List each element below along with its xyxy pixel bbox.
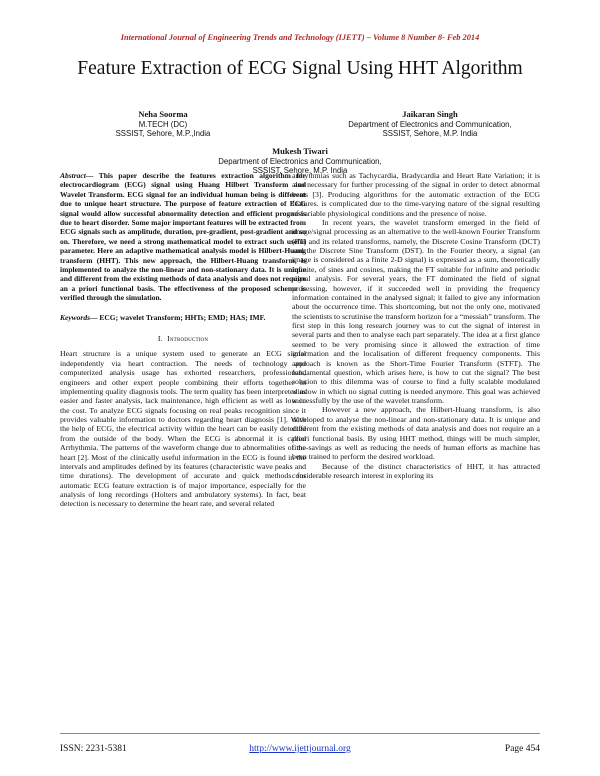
abstract [60,171,306,303]
journal-header: International Journal of Engineering Trends and Technology (IJETT) – Volume 8 Number 8- Feb 2014 [120,33,480,42]
abstract-lead: Abstract [60,171,86,180]
left-column [60,171,306,509]
author-affiliation: SSSIST, Sehore, M.P. India [252,166,348,176]
section-number: I. [157,334,163,344]
author-affiliation: M.TECH (DC) [138,119,188,129]
author-affiliation: Department of Electronics and Communication, [348,119,512,129]
right-column [292,171,540,480]
keywords [60,313,306,322]
author-block-2 [330,110,530,139]
keywords-text: — ECG; wavelet Transform; HHTs; EMD; HAS; IMF. [90,312,266,322]
keywords-lead: Keywords [60,312,90,322]
intro-paragraph: Heart structure is a unique system used to generate an ECG signal independently via heart contraction. The needs of technology and computerized analysis usage has exhorted researchers, professionals, engineers and other expert people combining their efforts together in implementing quality diagnosis tools. The term quality has been interpreted as easier and faster analysis, lack maintenance, high efficient as well as low in the cost. To analyze ECG signals focusing on real peaks recognition since it provides valuable information to doctors regarding heart diagnosis [1]. With the help of ECG, the electrical activity within the heart can be easily detected from the outside of the body. When the ECG is abnormal it is called Arrhythmia. The patterns of the waveform change due to abnormalities of the heart [2]. Most of the clinically useful information in the ECG is found in the intervals and amplitudes defined by its features (characteristic wave peaks and time durations). The development of accurate and quick methods for automatic ECG feature extraction is of major importance, especially for the analysis of long recordings (Holters and ambulatory systems). In fact, beat detection is necessary to determine the heart rate, and several related [60,349,306,509]
body-paragraph: In recent years, the wavelet transform emerged in the field of image/signal processing as an alternative to the well-known Fourier Transform (FT) and its related transforms, namely, the Discrete Cosine Transform (DCT) and the Discrete Sine Transform (DST). In the Fourier theory, a signal (an image is considered as a finite 2-D signal) is expressed as a sum, theoretically infinite, of sines and cosines, making the FT suitable for infinite and periodic signal analysis. For several years, the FT dominated the field of signal processing, however, if it succeeded well in providing the frequency information contained in the analysed signal; it failed to give any information about the occurrence time. This shortcoming, but not the only one, motivated the scientists to scrutinise the transform horizon for a “messiah” transform. The first step in this long research journey was to cut the signal of interest in several parts and then to analyse each part separately. The idea at a first glance seemed to be very promising since it allowed the extraction of time information and the localisation of different frequency components. This approach is known as the Short-Time Fourier Transform (STFT). The fundamental question, which arises here, is how to cut the signal? The best solution to this dilemma was of course to find a fully scalable modulated window in which no signal cutting is needed anymore. This goal was achieved successfully by the use of the wavelet transform. [292,217,540,405]
paper-title: Feature Extraction of ECG Signal Using HHT Algorithm [77,58,523,79]
section-heading [60,334,306,343]
author-block-1 [88,110,238,139]
footer-divider [60,733,540,734]
body-paragraph: However a new approach, the Hilbert-Huang transform, is also developed to analyse the non-linear and non-stationary data. It is unique and different from the existing methods of data analysis and does not require an a priori functional basis. By using HHT method, things will be much simpler, time-savings as well as reducing the needs of human efforts as machine has been trained to perform the desired workload. [292,405,540,462]
author-name: Neha Soorma [138,109,188,119]
body-paragraph: Because of the distinct characteristics of HHT, it has attracted considerable research interest in exploring its [292,461,540,480]
abstract-text: — This paper describe the features extraction algorithm for electrocardiogram (ECG) signal using Huang Hilbert Transform and Wavelet Transform. ECG signal for an individual human being is different due to unique heart structure. The purpose of feature extraction of ECG signal would allow successful abnormality detection and efficient prognosis due to heart disorder. Some major important features will be extracted from ECG signals such as amplitude, duration, pre-gradient, post-gradient and so on. Therefore, we need a strong mathematical model to extract such useful parameter. Here an adaptive mathematical analysis model is Hilbert-Huang transform (HHT). This new approach, the Hilbert-Huang transform, is implemented to analyze the non-linear and non-stationary data. It is unique and different from the existing methods of data analysis and does not require an a priori functional basis. The effectiveness of the proposed scheme is verified through the simulation. [60,171,306,303]
section-title: Introduction [167,334,209,344]
footer-page-number: Page 454 [504,744,540,754]
footer-journal-link[interactable]: http://www.ijettjournal.org [249,744,351,754]
author-name: Jaikaran Singh [402,109,458,119]
author-affiliation: SSSIST, Sehore, M.P.,India [115,129,211,139]
body-paragraph: arrhythmias such as Tachycardia, Bradycardia and Heart Rate Variation; it is also necessary for further processing of the signal in order to detect abnormal beats [3]. Producing algorithms for the automatic extraction of the ECG features. is complicated due to the time-varying nature of the signal resulting of variable physiological conditions and the presence of noise. [292,171,540,218]
author-affiliation: Department of Electronics and Communication, [218,156,382,166]
author-affiliation: SSSIST, Sehore, M.P. India [382,129,478,139]
author-name: Mukesh Tiwari [272,146,328,156]
footer-issn: ISSN: 2231-5381 [60,744,127,754]
